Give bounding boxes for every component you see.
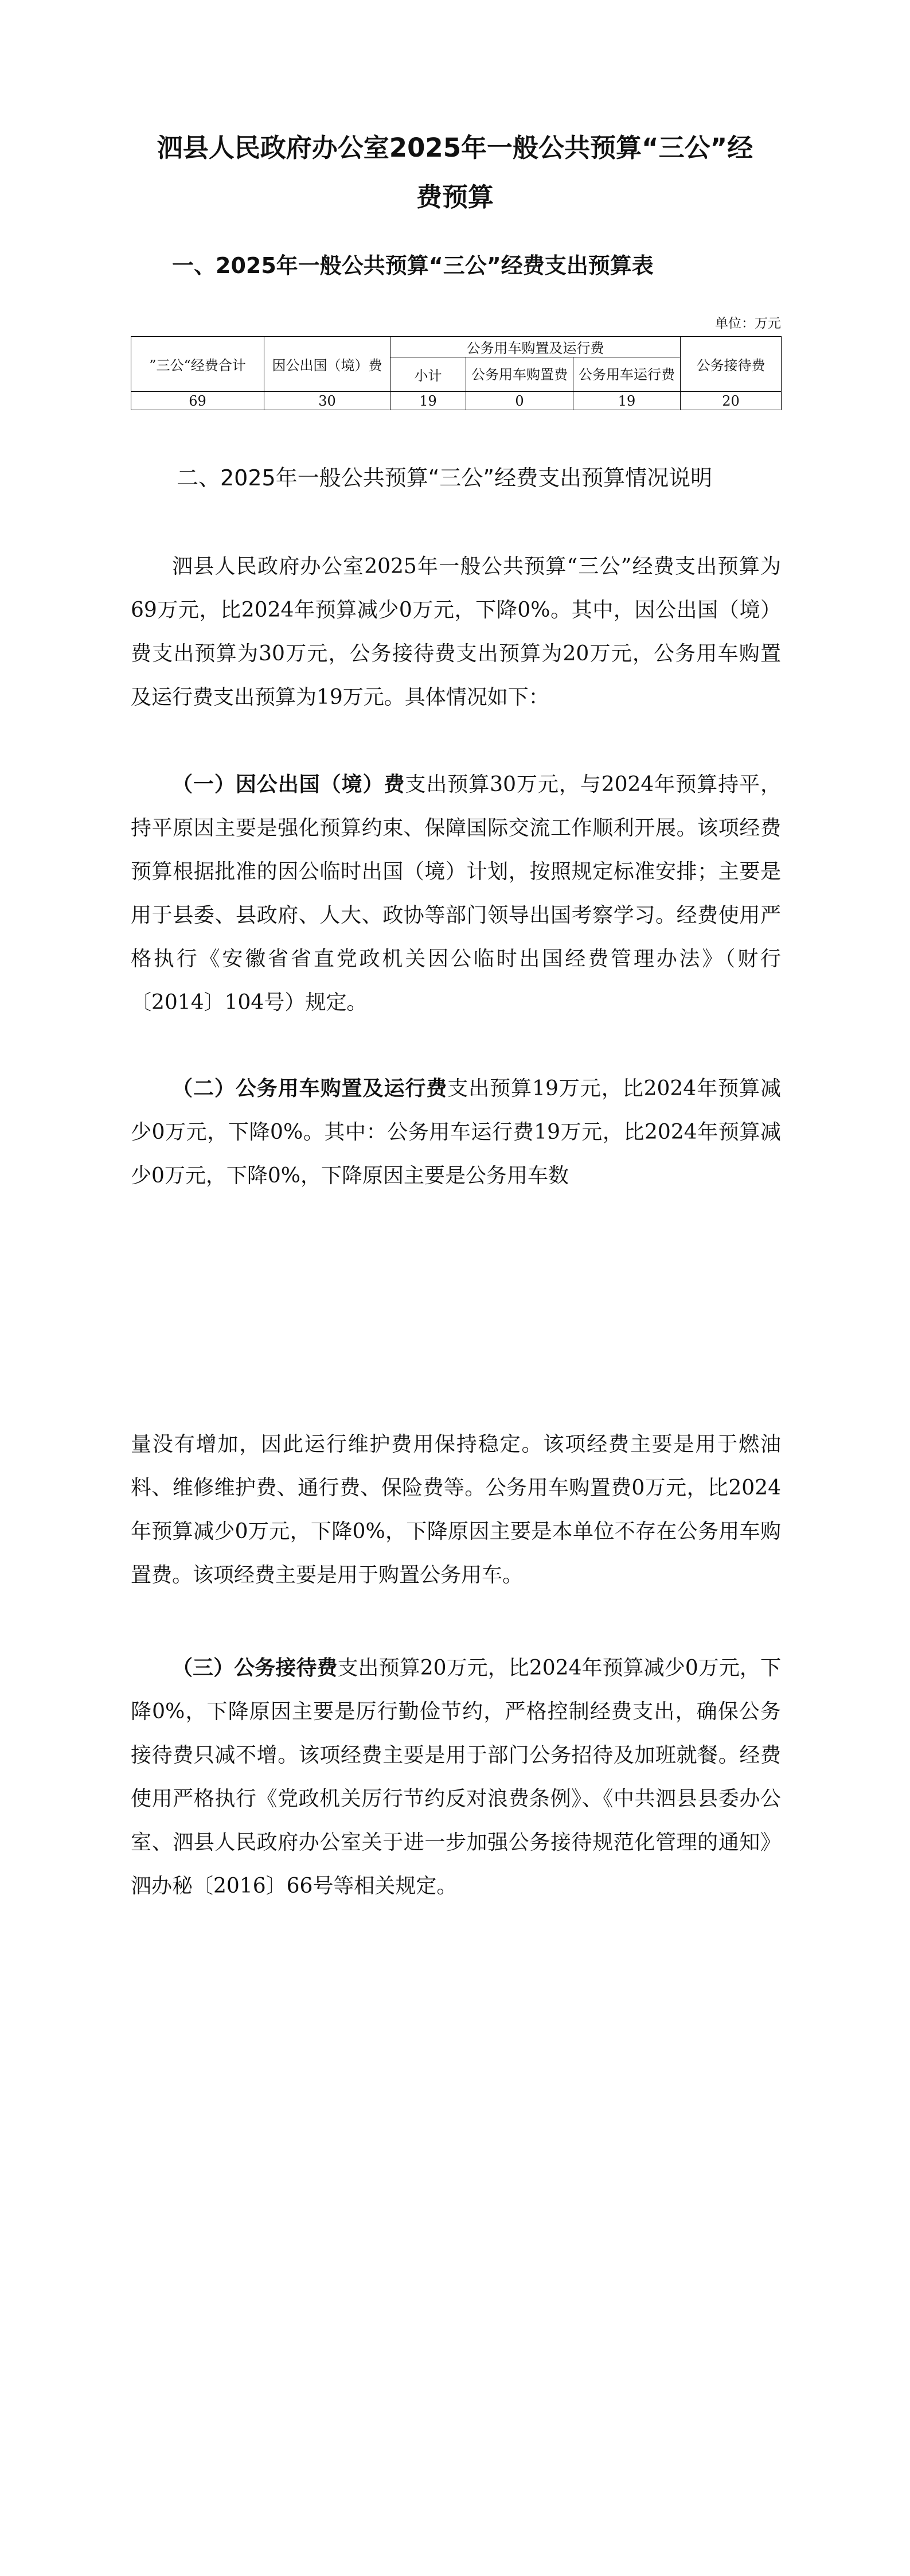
header-operation: 公务用车运行费 [573,357,681,392]
section1-heading: 一、2025年一般公共预算“三公”经费支出预算表 [172,253,654,278]
header-reception: 公务接待费 [681,337,782,392]
value-abroad: 30 [264,392,390,410]
paragraph-vehicle-continued: 量没有增加，因此运行维护费用保持稳定。该项经费主要是用于燃油料、维修维护费、通行费、保险费等。公务用车购置费0万元，比2024年预算减少0万元，下降0%，下降原因主要是本单位不存在公务用车购置费。该项经费主要是用于购置公务用车。 [131,1433,781,1587]
table-row [131,392,782,410]
paragraph-abroad [131,763,781,1025]
page-title [115,123,795,222]
intro-paragraph: 泗县人民政府办公室2025年一般公共预算“三公”经费支出预算为69万元，比2024年预算减少0万元，下降0%。其中，因公出国（境）费支出预算为30万元，公务接待费支出预算为20万元，公务用车购置及运行费支出预算为19万元。具体情况如下： [131,555,781,709]
budget-table [131,336,782,410]
paragraph-reception [131,1647,781,1908]
header-subtotal: 小计 [390,357,466,392]
header-total: ”三公“经费合计 [131,337,264,392]
header-purchase: 公务用车购置费 [466,357,573,392]
table-header-row-1 [131,337,782,357]
header-vehicle-group: 公务用车购置及运行费 [390,337,681,357]
value-operation: 19 [573,392,681,410]
value-subtotal: 19 [390,392,466,410]
paragraph-vehicle [131,1067,781,1198]
section2-heading: 二、2025年一般公共预算“三公”经费支出预算情况说明 [177,465,713,491]
value-total: 69 [131,392,264,410]
value-reception: 20 [681,392,782,410]
paragraph-abroad-text: 支出预算30万元，与2024年预算持平，持平原因主要是强化预算约束、保障国际交流工作顺利开展。该项经费预算根据批准的因公临时出国（境）计划，按照规定标准安排；主要是用于县委、县政府、人大、政协等部门领导出国考察学习。经费使用严格执行《安徽省省直党政机关因公临时出国经费管理办法》（财行〔2014〕104号）规定。 [131,773,781,1014]
paragraph-reception-label: （三）公务接待费 [172,1656,338,1680]
title-line-1: 泗县人民政府办公室2025年一般公共预算“三公”经 [157,133,753,163]
paragraph-reception-text: 支出预算20万元，比2024年预算减少0万元，下降0%，下降原因主要是厉行勤俭节约，严格控制经费支出，确保公务接待费只减不增。该项经费主要是用于部门公务招待及加班就餐。经费使用严格执行《党政机关厉行节约反对浪费条例》、《中共泗县县委办公室、泗县人民政府办公室关于进一步加强公务接待规范化管理的通知》泗办秘〔2016〕66号等相关规定。 [131,1656,781,1898]
paragraph-vehicle-label: （二）公务用车购置及运行费 [172,1077,448,1100]
paragraph-abroad-label: （一）因公出国（境）费 [172,773,405,796]
unit-label: 单位：万元 [715,316,781,331]
paragraph-vehicle-text: 支出预算19万元，比2024年预算减少0万元，下降0%。其中：公务用车运行费19万元，比2024年预算减少0万元，下降0%，下降原因主要是公务用车数 [131,1077,781,1188]
header-abroad: 因公出国（境）费 [264,337,390,392]
title-line-2: 费预算 [416,182,494,212]
value-purchase: 0 [466,392,573,410]
